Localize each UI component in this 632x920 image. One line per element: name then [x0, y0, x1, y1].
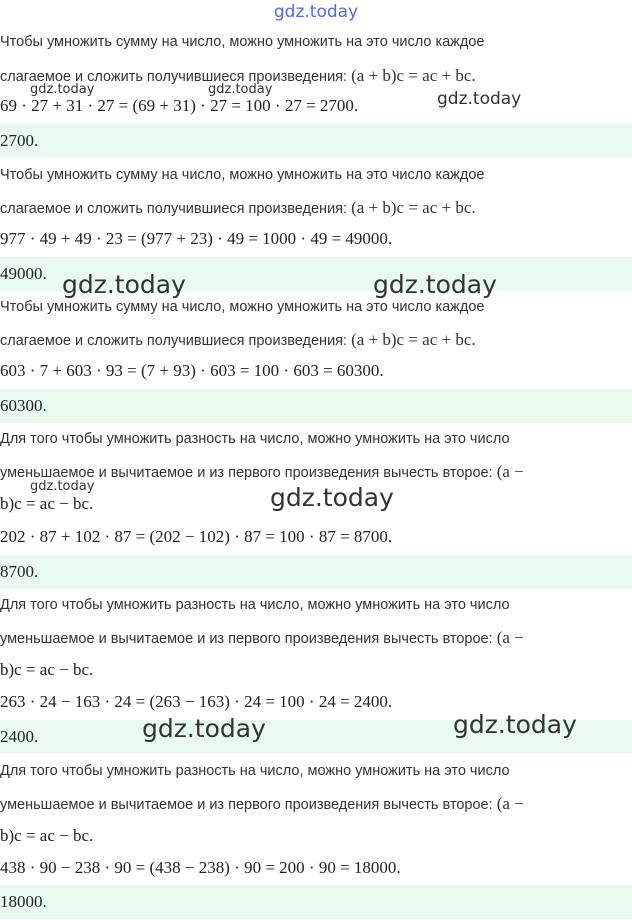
- watermark: gdz.today: [62, 270, 186, 299]
- answer-row: [0, 555, 632, 589]
- watermark: gdz.today: [437, 89, 522, 109]
- rule-line-1: Для того чтобы умножить разность на число, можно умножить на это число: [0, 763, 510, 779]
- watermark: gdz.today: [142, 714, 266, 743]
- rule-line-1: Чтобы умножить сумму на число, можно умножить на это число каждое: [0, 167, 485, 183]
- watermark: gdz.today: [208, 82, 273, 97]
- expression: 263 · 24 − 163 · 24 = (263 − 163) · 24 = 100 · 24 = 2400.: [0, 692, 393, 711]
- rule-line-2: слагаемое и сложить получившиеся произведения: (a + b)c = ac + bc.: [0, 198, 476, 217]
- rule-line-2: уменьшаемое и вычитаемое и из первого произведения вычесть второе: (a −: [0, 794, 524, 813]
- watermark: gdz.today: [270, 483, 394, 512]
- expression: 603 · 7 + 603 · 93 = (7 + 93) · 603 = 100 · 603 = 60300.: [0, 361, 384, 380]
- rule-line-2: слагаемое и сложить получившиеся произведения: (a + b)c = ac + bc.: [0, 66, 476, 85]
- rule-line-1: Для того чтобы умножить разность на число, можно умножить на это число: [0, 431, 510, 447]
- expression: 977 · 49 + 49 · 23 = (977 + 23) · 49 = 1000 · 49 = 49000.: [0, 229, 393, 248]
- rule-line-2: уменьшаемое и вычитаемое и из первого произведения вычесть второе: (a −: [0, 462, 524, 481]
- formula-continued: b)c = ac − bc.: [0, 660, 94, 679]
- watermark: gdz.today: [30, 82, 95, 97]
- watermark: gdz.today: [30, 479, 95, 494]
- answer: 18000.: [0, 892, 47, 911]
- formula-continued: b)c = ac − bc.: [0, 494, 94, 513]
- expression: 438 · 90 − 238 · 90 = (438 − 238) · 90 = 200 · 90 = 18000.: [0, 858, 401, 877]
- rule-line-1: Для того чтобы умножить разность на число, можно умножить на это число: [0, 597, 510, 613]
- rule-line-2: уменьшаемое и вычитаемое и из первого произведения вычесть второе: (a −: [0, 628, 524, 647]
- rule-line-2: слагаемое и сложить получившиеся произведения: (a + b)c = ac + bc.: [0, 330, 476, 349]
- answer: 2400.: [0, 727, 39, 746]
- watermark: gdz.today: [373, 270, 497, 299]
- answer: 60300.: [0, 396, 47, 415]
- rule-line-1: Чтобы умножить сумму на число, можно умножить на это число каждое: [0, 34, 485, 50]
- formula: (a −: [496, 628, 524, 647]
- expression: 69 · 27 + 31 · 27 = (69 + 31) · 27 = 100 · 27 = 2700.: [0, 96, 359, 115]
- watermark-top: gdz.today: [273, 2, 359, 22]
- formula: (a + b)c = ac + bc.: [351, 66, 476, 85]
- answer-row: [0, 124, 632, 158]
- answer: 8700.: [0, 562, 39, 581]
- answer: 2700.: [0, 131, 39, 150]
- answer: 49000.: [0, 264, 47, 283]
- formula: (a + b)c = ac + bc.: [351, 330, 476, 349]
- formula: (a + b)c = ac + bc.: [351, 198, 476, 217]
- rule-line-1: Чтобы умножить сумму на число, можно умножить на это число каждое: [0, 299, 485, 315]
- formula: (a −: [496, 794, 524, 813]
- formula-continued: b)c = ac − bc.: [0, 826, 94, 845]
- answer-row: [0, 885, 632, 919]
- expression: 202 · 87 + 102 · 87 = (202 − 102) · 87 = 100 · 87 = 8700.: [0, 527, 393, 546]
- watermark: gdz.today: [453, 710, 577, 739]
- formula: (a −: [496, 462, 524, 481]
- answer-row: [0, 389, 632, 423]
